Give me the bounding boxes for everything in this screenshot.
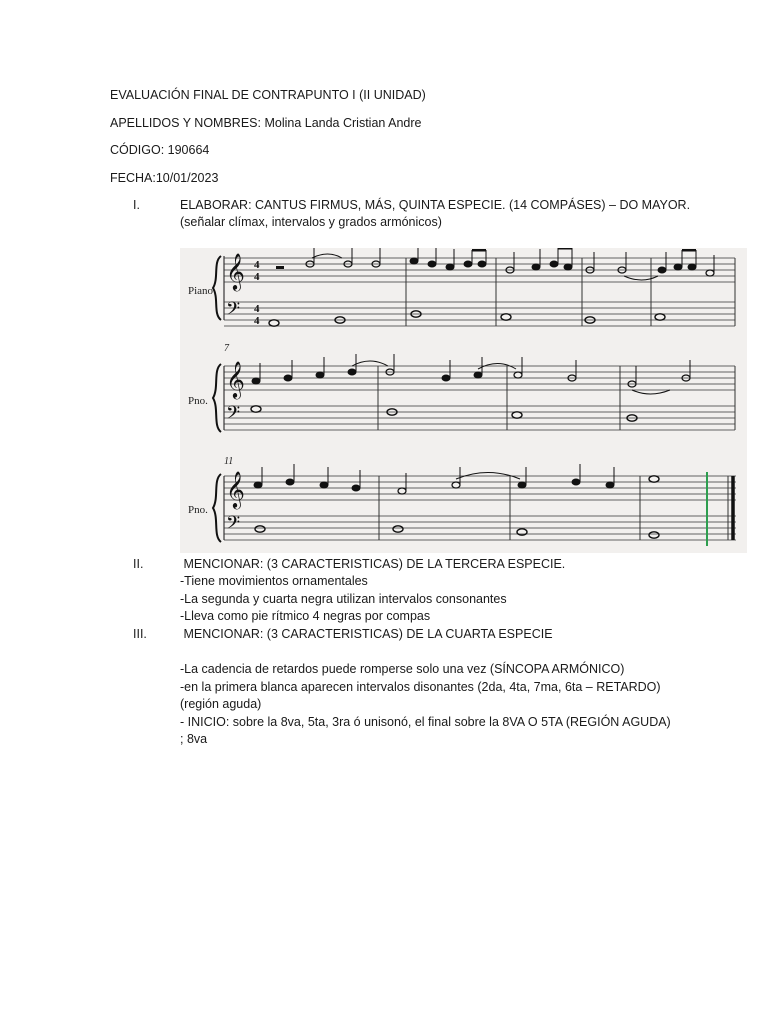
system-2 [188, 343, 735, 432]
instrument-label: Pno. [188, 504, 208, 516]
instrument-label: Piano [188, 285, 214, 297]
section-3-item: (región aguda) [180, 697, 262, 711]
exam-date: FECHA:10/01/2023 [110, 171, 219, 185]
section-1-numeral: I. [133, 198, 140, 212]
instrument-label: Pno. [188, 395, 208, 407]
student-names: APELLIDOS Y NOMBRES: Molina Landa Cristian Andre [110, 116, 422, 130]
section-2-numeral: II. [133, 557, 144, 571]
system-1 [188, 248, 735, 327]
measure-number: 7 [224, 343, 229, 354]
student-code: CÓDIGO: 190664 [110, 143, 210, 157]
section-3-numeral: III. [133, 627, 147, 641]
time-signature-top: 4 [254, 303, 260, 315]
treble-clef-icon: 𝄞 [226, 360, 245, 398]
time-signature-top: 4 [254, 259, 260, 271]
section-2-item: -Lleva como pie rítmico 4 negras por compas [180, 609, 431, 623]
section-3-heading: MENCIONAR: (3 CARACTERISTICAS) DE LA CUARTA ESPECIE [180, 627, 553, 641]
treble-clef-icon: 𝄞 [226, 470, 245, 508]
bass-clef-icon: 𝄢 [226, 513, 241, 538]
section-3-item: -en la primera blanca aparecen intervalos disonantes (2da, 4ta, 7ma, 6ta – RETARDO) [180, 680, 661, 694]
time-signature-bottom: 4 [254, 315, 260, 327]
section-3-item: ; 8va [180, 732, 208, 746]
music-score-image [180, 248, 747, 553]
time-signature-bottom: 4 [254, 271, 260, 283]
section-2-item: -La segunda y cuarta negra utilizan intervalos consonantes [180, 592, 507, 606]
bass-clef-icon: 𝄢 [226, 403, 241, 428]
section-1-instruction: ELABORAR: CANTUS FIRMUS, MÁS, QUINTA ESPECIE. (14 COMPÁSES) – DO MAYOR. [180, 198, 691, 212]
section-3-item: -La cadencia de retardos puede romperse solo una vez (SÍNCOPA ARMÓNICO) [180, 662, 625, 676]
treble-clef-icon: 𝄞 [226, 252, 245, 290]
measure-number: 11 [224, 456, 234, 467]
section-3-item: - INICIO: sobre la 8va, 5ta, 3ra ó unisonó, el final sobre la 8VA O 5TA (REGIÓN AGUDA) [180, 715, 671, 729]
section-2-item: -Tiene movimientos ornamentales [180, 574, 368, 588]
exam-title: EVALUACIÓN FINAL DE CONTRAPUNTO I (II UNIDAD) [110, 88, 426, 102]
section-1-instruction-note: (señalar clímax, intervalos y grados armónicos) [180, 215, 442, 229]
bass-clef-icon: 𝄢 [226, 299, 241, 324]
section-2-heading: MENCIONAR: (3 CARACTERISTICAS) DE LA TERCERA ESPECIE. [180, 557, 566, 571]
system-3 [188, 456, 736, 546]
